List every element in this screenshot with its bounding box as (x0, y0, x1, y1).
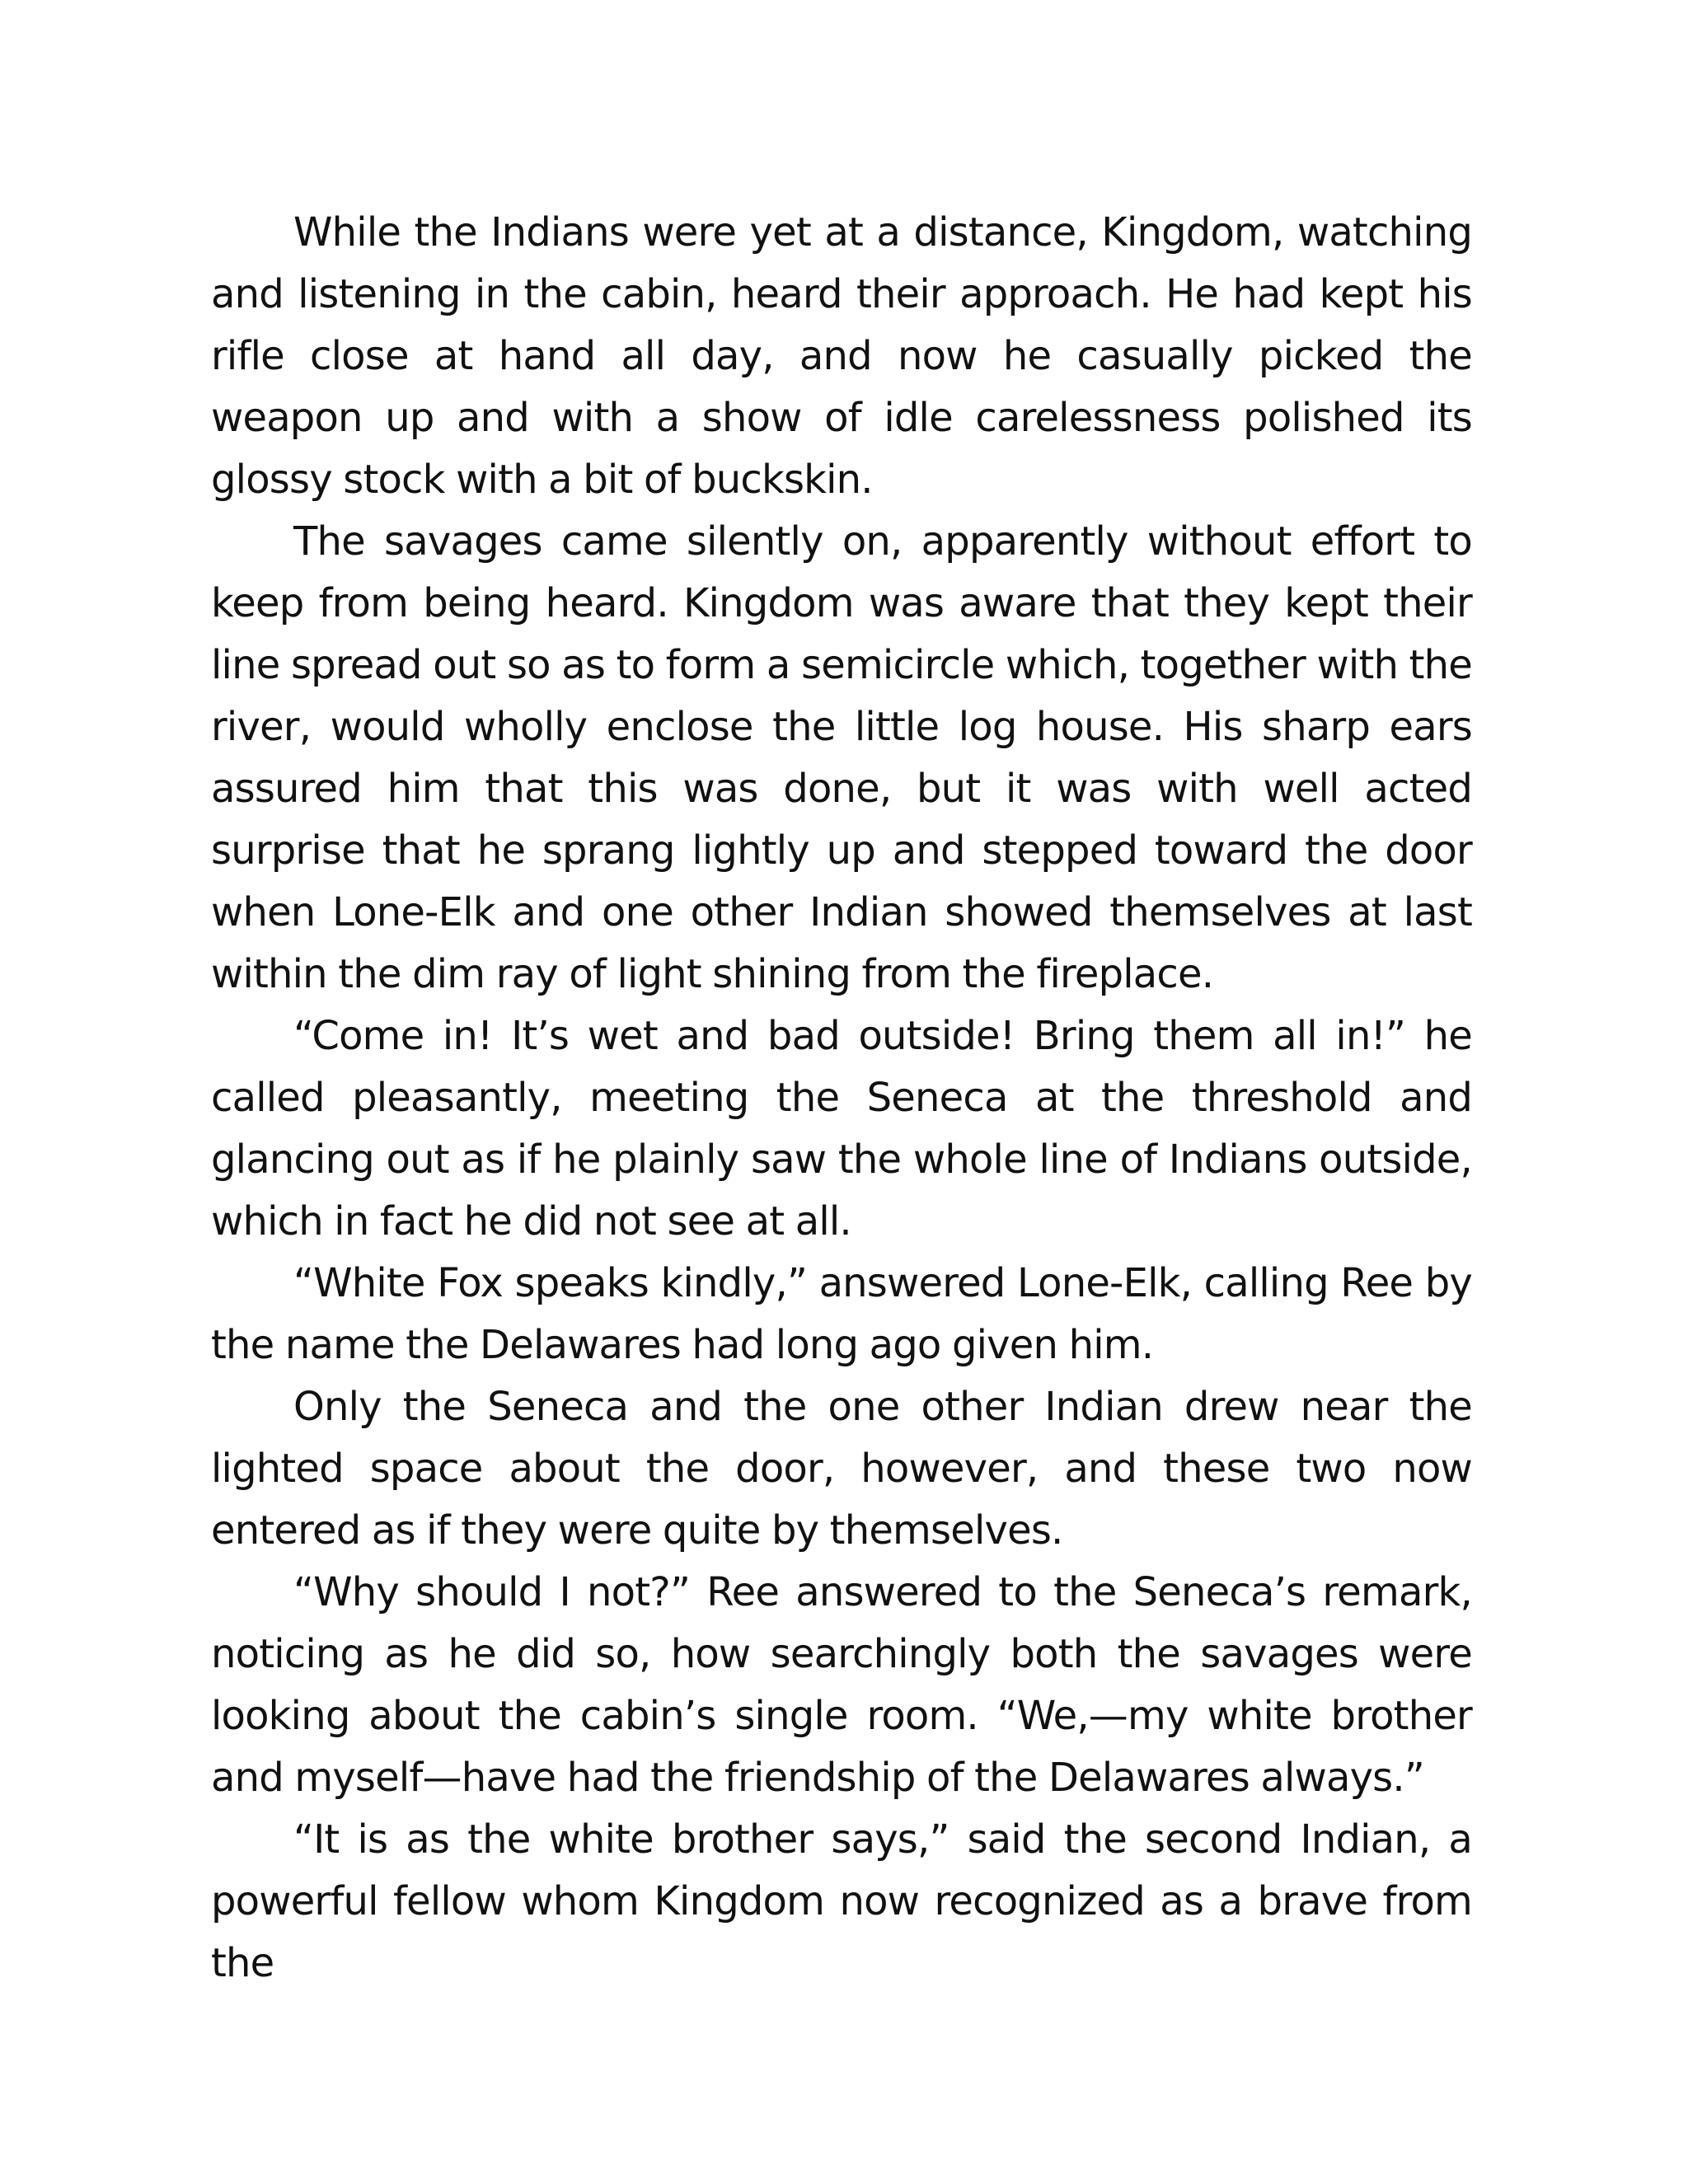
paragraph: “Come in! It’s wet and bad outside! Bring them all in!” he called pleasantly, meeting the Seneca at the threshold and glancing out as if he plainly saw the whole line of Indians outside, which in fact he did not see at all. (211, 1013, 1472, 1244)
paragraph: “It is as the white brother says,” said the second Indian, a powerful fellow whom Kingdom now recognized as a brave from the (211, 1816, 1472, 1986)
paragraph: The savages came silently on, apparently without effort to keep from being heard. Kingdom was aware that they kept their line spread out so as to form a semicircle which, together with the river, would wholly enclose the little log house. His sharp ears assured him that this was done, but it was with well acted surprise that he sprang lightly up and stepped toward the door when Lone-Elk and one other Indian showed themselves at last within the dim ray of light shining from the fireplace. (211, 518, 1472, 997)
paragraph: “White Fox speaks kindly,” answered Lone-Elk, calling Ree by the name the Delawares had long ago given him. (211, 1260, 1472, 1368)
paragraph: Only the Seneca and the one other Indian drew near the lighted space about the door, however, and these two now entered as if they were quite by themselves. (211, 1384, 1472, 1554)
paragraph: “Why should I not?” Ree answered to the Seneca’s remark, noticing as he did so, how searchingly both the savages were looking about the cabin’s single room. “We,—my white brother and myself—have had the friendship of the Delawares always.” (211, 1569, 1472, 1801)
paragraph: While the Indians were yet at a distance, Kingdom, watching and listening in the cabin, heard their approach. He had kept his rifle close at hand all day, and now he casually picked the weapon up and with a show of idle carelessness polished its glossy stock with a bit of buckskin. (211, 209, 1472, 503)
book-page (211, 202, 1472, 1994)
